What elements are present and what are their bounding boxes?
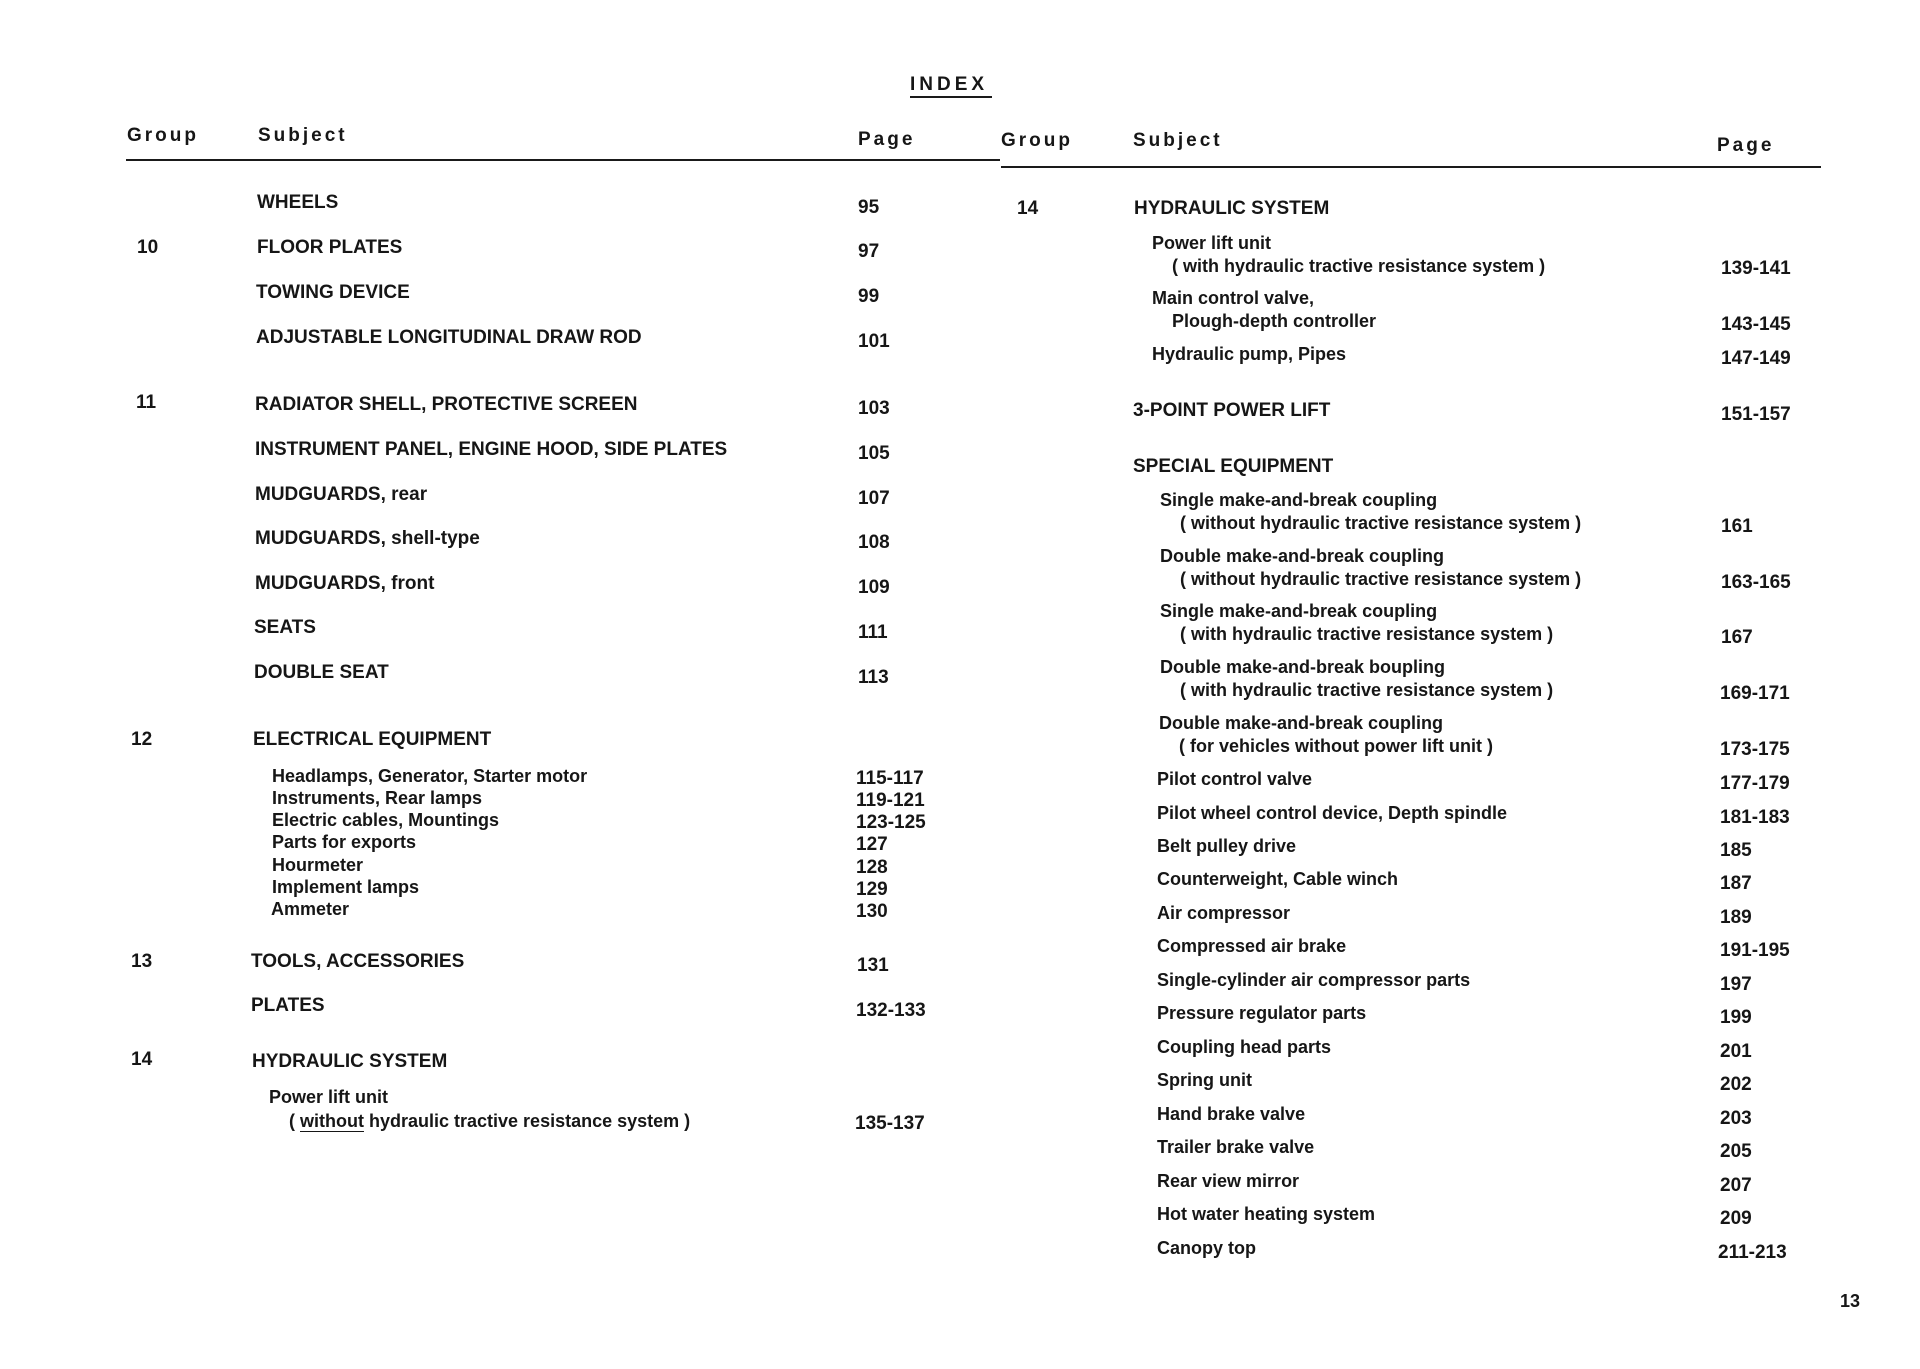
right-header-subject: Subject bbox=[1133, 130, 1223, 151]
right-header-page: Page bbox=[1717, 135, 1775, 156]
entry-page: 177-179 bbox=[1720, 773, 1790, 794]
left-header-subject: Subject bbox=[258, 125, 348, 146]
right-header-group: Group bbox=[1001, 130, 1073, 151]
entry-page: 201 bbox=[1720, 1041, 1752, 1062]
entry-page: 211-213 bbox=[1718, 1242, 1787, 1263]
entry-page: 97 bbox=[858, 241, 880, 262]
sub-entry: Trailer brake valve bbox=[1157, 1137, 1315, 1157]
sub-entry-detail: ( without hydraulic tractive resistance system ) bbox=[1180, 569, 1582, 589]
entry-page: 197 bbox=[1720, 974, 1752, 995]
entry-subject: FLOOR PLATES bbox=[257, 237, 403, 258]
entry-page: 105 bbox=[858, 443, 890, 464]
sub-entry: Ammeter bbox=[271, 899, 350, 919]
group-number: 14 bbox=[1017, 198, 1039, 219]
sub-entry: Instruments, Rear lamps bbox=[272, 788, 483, 808]
entry-page: 130 bbox=[856, 901, 888, 922]
sub-entry-detail: ( with hydraulic tractive resistance system ) bbox=[1180, 680, 1554, 700]
entry-page: 151-157 bbox=[1721, 404, 1791, 425]
underlined-word: without bbox=[300, 1111, 364, 1131]
entry-subject: PLATES bbox=[251, 995, 325, 1016]
page-number: 13 bbox=[1840, 1291, 1861, 1311]
sub-entry: Single make-and-break coupling bbox=[1160, 490, 1438, 510]
entry-page: 135-137 bbox=[855, 1113, 925, 1134]
sub-entry: Hot water heating system bbox=[1157, 1204, 1376, 1224]
page-title: INDEX bbox=[910, 74, 989, 95]
entry-page: 123-125 bbox=[856, 812, 926, 833]
entry-page: 99 bbox=[858, 286, 880, 307]
group-number: 10 bbox=[137, 237, 159, 258]
title-underline bbox=[910, 96, 992, 98]
entry-page: 163-165 bbox=[1721, 572, 1791, 593]
entry-page: 147-149 bbox=[1721, 348, 1791, 369]
sub-entry-detail: ( with hydraulic tractive resistance system ) bbox=[1172, 256, 1546, 276]
section-heading: SPECIAL EQUIPMENT bbox=[1133, 456, 1334, 477]
sub-entry: Rear view mirror bbox=[1157, 1171, 1300, 1191]
entry-subject: SEATS bbox=[254, 617, 316, 638]
entry-page: 108 bbox=[858, 532, 890, 553]
entry-page: 129 bbox=[856, 879, 888, 900]
detail-rest: hydraulic tractive resistance system ) bbox=[363, 1111, 691, 1131]
entry-page: 181-183 bbox=[1720, 807, 1790, 828]
entry-page: 95 bbox=[858, 197, 880, 218]
group-number: 14 bbox=[131, 1049, 153, 1070]
entry-subject: MUDGUARDS, shell-type bbox=[255, 528, 480, 549]
sub-entry: Pilot wheel control device, Depth spindle bbox=[1157, 803, 1508, 823]
entry-subject: TOOLS, ACCESSORIES bbox=[251, 951, 465, 972]
entry-page: 139-141 bbox=[1721, 258, 1791, 279]
entry-page: 187 bbox=[1720, 873, 1752, 894]
sub-entry: Belt pulley drive bbox=[1157, 836, 1297, 856]
sub-entry: Pilot control valve bbox=[1157, 769, 1313, 789]
entry-page: 113 bbox=[858, 667, 889, 688]
entry-page: 128 bbox=[856, 857, 888, 878]
entry-page: 131 bbox=[857, 955, 889, 976]
sub-entry-detail: ( for vehicles without power lift unit ) bbox=[1179, 736, 1493, 756]
sub-entry: Air compressor bbox=[1157, 903, 1291, 923]
sub-entry-detail: ( without hydraulic tractive resistance system ) bbox=[1180, 513, 1582, 533]
entry-subject: TOWING DEVICE bbox=[256, 282, 410, 303]
entry-page: 199 bbox=[1720, 1007, 1752, 1028]
entry-page: 109 bbox=[858, 577, 890, 598]
entry-subject: WHEELS bbox=[257, 192, 339, 213]
entry-page: 207 bbox=[1720, 1175, 1752, 1196]
entry-page: 203 bbox=[1720, 1108, 1752, 1129]
sub-entry: Single make-and-break coupling bbox=[1160, 601, 1438, 621]
group-number: 11 bbox=[136, 392, 157, 413]
entry-subject: RADIATOR SHELL, PROTECTIVE SCREEN bbox=[255, 394, 638, 415]
open-paren: ( bbox=[289, 1111, 300, 1131]
sub-entry: Hand brake valve bbox=[1157, 1104, 1306, 1124]
entry-page: 167 bbox=[1721, 627, 1753, 648]
sub-entry: Pressure regulator parts bbox=[1157, 1003, 1367, 1023]
entry-page: 191-195 bbox=[1720, 940, 1790, 961]
entry-page: 173-175 bbox=[1720, 739, 1790, 760]
sub-entry: Compressed air brake bbox=[1157, 936, 1347, 956]
sub-entry-detail: Plough-depth controller bbox=[1172, 311, 1376, 331]
group-number: 13 bbox=[131, 951, 153, 972]
sub-entry: Spring unit bbox=[1157, 1070, 1252, 1090]
sub-entry: Double make-and-break coupling bbox=[1159, 713, 1444, 733]
sub-entry: Electric cables, Mountings bbox=[272, 810, 500, 830]
sub-entry: Double make-and-break boupling bbox=[1160, 657, 1446, 677]
entry-page: 169-171 bbox=[1720, 683, 1790, 704]
entry-page: 189 bbox=[1720, 907, 1752, 928]
entry-subject: DOUBLE SEAT bbox=[254, 662, 389, 683]
sub-entry: Power lift unit bbox=[269, 1087, 388, 1107]
sub-entry: Headlamps, Generator, Starter motor bbox=[272, 766, 588, 786]
entry-page: 209 bbox=[1720, 1208, 1752, 1229]
left-header-group: Group bbox=[127, 125, 199, 146]
entry-subject: ADJUSTABLE LONGITUDINAL DRAW ROD bbox=[256, 327, 642, 348]
entry-page: 132-133 bbox=[856, 1000, 926, 1021]
entry-page: 202 bbox=[1720, 1074, 1752, 1095]
entry-page: 161 bbox=[1721, 516, 1753, 537]
right-header-rule bbox=[1001, 166, 1821, 168]
entry-page: 107 bbox=[858, 488, 890, 509]
sub-entry: Parts for exports bbox=[272, 832, 417, 852]
sub-entry: Main control valve, bbox=[1152, 288, 1315, 308]
sub-entry: Single-cylinder air compressor parts bbox=[1157, 970, 1471, 990]
sub-entry: Counterweight, Cable winch bbox=[1157, 869, 1399, 889]
sub-entry-detail: ( with hydraulic tractive resistance system ) bbox=[1180, 624, 1554, 644]
section-heading: HYDRAULIC SYSTEM bbox=[252, 1051, 448, 1072]
entry-subject: MUDGUARDS, rear bbox=[255, 484, 428, 505]
entry-page: 115-117 bbox=[856, 768, 924, 789]
entry-subject: 3-POINT POWER LIFT bbox=[1133, 400, 1331, 421]
entry-subject: MUDGUARDS, front bbox=[255, 573, 435, 594]
sub-entry: Coupling head parts bbox=[1157, 1037, 1332, 1057]
left-header-page: Page bbox=[858, 129, 916, 150]
entry-page: 119-121 bbox=[856, 790, 925, 811]
entry-page: 101 bbox=[858, 331, 890, 352]
sub-entry: Hydraulic pump, Pipes bbox=[1152, 344, 1347, 364]
entry-page: 111 bbox=[858, 622, 888, 643]
sub-entry: Double make-and-break coupling bbox=[1160, 546, 1445, 566]
sub-entry: Power lift unit bbox=[1152, 233, 1271, 253]
entry-page: 103 bbox=[858, 398, 890, 419]
group-number: 12 bbox=[131, 729, 153, 750]
entry-page: 127 bbox=[856, 834, 888, 855]
sub-entry: Canopy top bbox=[1157, 1238, 1256, 1258]
sub-entry: Implement lamps bbox=[272, 877, 420, 897]
section-heading: ELECTRICAL EQUIPMENT bbox=[253, 729, 492, 750]
entry-subject: INSTRUMENT PANEL, ENGINE HOOD, SIDE PLATES bbox=[255, 439, 728, 460]
sub-entry-detail bbox=[289, 1112, 690, 1130]
entry-page: 143-145 bbox=[1721, 314, 1791, 335]
sub-entry: Hourmeter bbox=[272, 855, 364, 875]
section-heading: HYDRAULIC SYSTEM bbox=[1134, 198, 1330, 219]
entry-page: 185 bbox=[1720, 840, 1752, 861]
left-header-rule bbox=[126, 159, 1000, 161]
entry-page: 205 bbox=[1720, 1141, 1752, 1162]
